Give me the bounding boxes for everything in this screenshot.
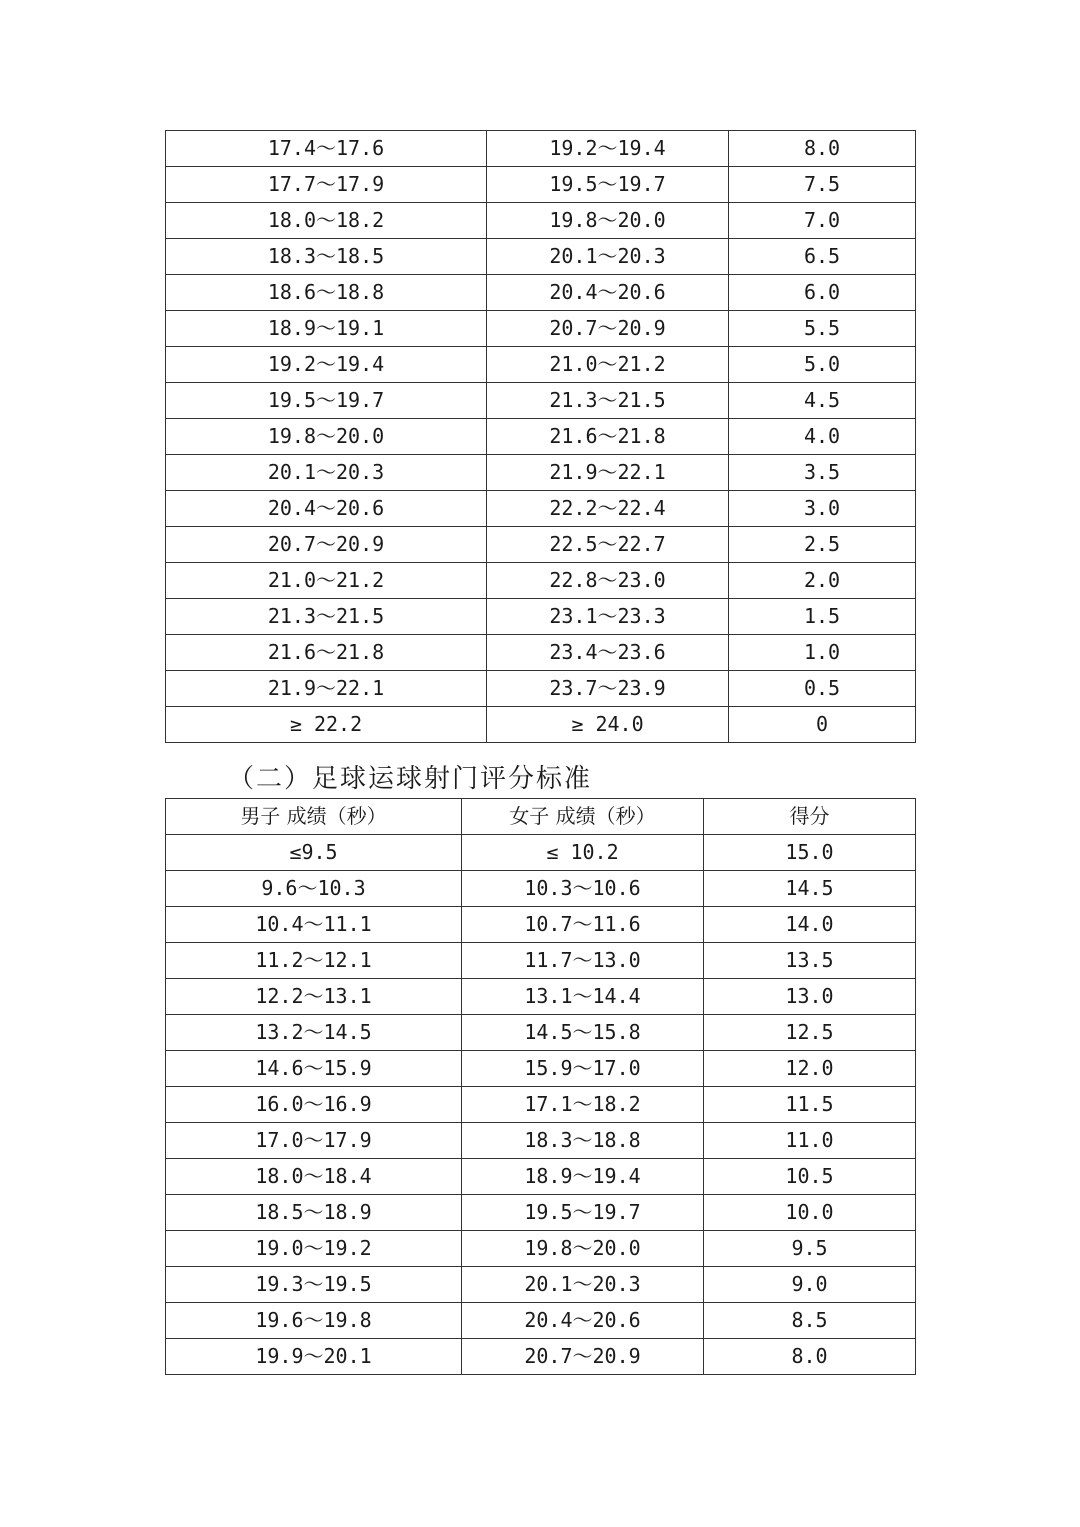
points-cell: 15.0: [704, 835, 916, 871]
male-time-cell: 18.9～19.1: [166, 311, 487, 347]
male-time-cell: 19.8～20.0: [166, 419, 487, 455]
points-cell: 0.5: [729, 671, 916, 707]
male-time-cell: 19.2～19.4: [166, 347, 487, 383]
female-time-cell: 22.8～23.0: [487, 563, 729, 599]
points-cell: 6.5: [729, 239, 916, 275]
male-time-cell: 17.0～17.9: [166, 1123, 462, 1159]
female-time-cell: 20.4～20.6: [487, 275, 729, 311]
section-title: （二）足球运球射门评分标准: [228, 764, 593, 794]
table-row: [166, 239, 916, 275]
table-row: [166, 419, 916, 455]
male-time-cell: 19.9～20.1: [166, 1339, 462, 1375]
male-time-cell: 17.7～17.9: [166, 167, 487, 203]
female-time-cell: 21.3～21.5: [487, 383, 729, 419]
male-time-cell: ≥ 22.2: [166, 707, 487, 743]
male-time-cell: 20.1～20.3: [166, 455, 487, 491]
female-time-cell: 10.3～10.6: [462, 871, 704, 907]
points-cell: 3.5: [729, 455, 916, 491]
male-time-cell: 19.3～19.5: [166, 1267, 462, 1303]
female-time-cell: 11.7～13.0: [462, 943, 704, 979]
female-time-cell: 20.1～20.3: [462, 1267, 704, 1303]
male-time-cell: 21.6～21.8: [166, 635, 487, 671]
female-time-cell: 18.9～19.4: [462, 1159, 704, 1195]
points-cell: 10.0: [704, 1195, 916, 1231]
table-row: [166, 491, 916, 527]
male-time-cell: 18.3～18.5: [166, 239, 487, 275]
female-time-cell: 19.8～20.0: [487, 203, 729, 239]
table-row: [166, 1267, 916, 1303]
table-row: [166, 347, 916, 383]
table-row: [166, 131, 916, 167]
table-row: [166, 527, 916, 563]
female-time-cell: ≥ 24.0: [487, 707, 729, 743]
female-time-cell: 15.9～17.0: [462, 1051, 704, 1087]
table-row: [166, 635, 916, 671]
female-time-cell: 19.8～20.0: [462, 1231, 704, 1267]
table-row: [166, 707, 916, 743]
male-time-cell: 11.2～12.1: [166, 943, 462, 979]
table-row: [166, 563, 916, 599]
points-cell: 13.0: [704, 979, 916, 1015]
male-time-cell: 21.9～22.1: [166, 671, 487, 707]
points-cell: 5.5: [729, 311, 916, 347]
points-cell: 0: [729, 707, 916, 743]
football-dribble-shoot-score-table: [165, 798, 916, 1375]
table-row: [166, 1087, 916, 1123]
points-cell: 9.5: [704, 1231, 916, 1267]
points-cell: 12.5: [704, 1015, 916, 1051]
male-time-cell: 20.7～20.9: [166, 527, 487, 563]
female-time-cell: 22.5～22.7: [487, 527, 729, 563]
header-points: 得分: [704, 799, 916, 835]
female-time-cell: 23.1～23.3: [487, 599, 729, 635]
female-time-cell: 23.4～23.6: [487, 635, 729, 671]
male-time-cell: 18.0～18.4: [166, 1159, 462, 1195]
male-time-cell: 18.5～18.9: [166, 1195, 462, 1231]
points-cell: 1.5: [729, 599, 916, 635]
table-row: [166, 835, 916, 871]
male-time-cell: 14.6～15.9: [166, 1051, 462, 1087]
header-female-score: 女子 成绩（秒）: [462, 799, 704, 835]
female-time-cell: 10.7～11.6: [462, 907, 704, 943]
points-cell: 5.0: [729, 347, 916, 383]
table-row: [166, 311, 916, 347]
male-time-cell: 12.2～13.1: [166, 979, 462, 1015]
points-cell: 8.5: [704, 1303, 916, 1339]
table-row: [166, 1123, 916, 1159]
points-cell: 10.5: [704, 1159, 916, 1195]
female-time-cell: 17.1～18.2: [462, 1087, 704, 1123]
male-time-cell: 18.0～18.2: [166, 203, 487, 239]
male-time-cell: 19.5～19.7: [166, 383, 487, 419]
points-cell: 6.0: [729, 275, 916, 311]
male-time-cell: 10.4～11.1: [166, 907, 462, 943]
female-time-cell: 22.2～22.4: [487, 491, 729, 527]
female-time-cell: 19.2～19.4: [487, 131, 729, 167]
table-row: [166, 455, 916, 491]
table-row: [166, 275, 916, 311]
male-time-cell: 20.4～20.6: [166, 491, 487, 527]
points-cell: 8.0: [704, 1339, 916, 1375]
points-cell: 3.0: [729, 491, 916, 527]
table-row: [166, 1303, 916, 1339]
male-time-cell: 19.6～19.8: [166, 1303, 462, 1339]
table-row: [166, 1195, 916, 1231]
points-cell: 2.0: [729, 563, 916, 599]
female-time-cell: 21.9～22.1: [487, 455, 729, 491]
table-row: [166, 907, 916, 943]
points-cell: 2.5: [729, 527, 916, 563]
points-cell: 9.0: [704, 1267, 916, 1303]
female-time-cell: 19.5～19.7: [487, 167, 729, 203]
table-row: [166, 1051, 916, 1087]
points-cell: 14.5: [704, 871, 916, 907]
score-table-continued: [165, 130, 916, 743]
points-cell: 7.5: [729, 167, 916, 203]
points-cell: 8.0: [729, 131, 916, 167]
points-cell: 1.0: [729, 635, 916, 671]
points-cell: 4.5: [729, 383, 916, 419]
female-time-cell: 19.5～19.7: [462, 1195, 704, 1231]
male-time-cell: 16.0～16.9: [166, 1087, 462, 1123]
male-time-cell: 18.6～18.8: [166, 275, 487, 311]
header-male-score: 男子 成绩（秒）: [166, 799, 462, 835]
female-time-cell: 21.6～21.8: [487, 419, 729, 455]
points-cell: 4.0: [729, 419, 916, 455]
points-cell: 11.5: [704, 1087, 916, 1123]
female-time-cell: ≤ 10.2: [462, 835, 704, 871]
female-time-cell: 21.0～21.2: [487, 347, 729, 383]
table-row: [166, 203, 916, 239]
points-cell: 11.0: [704, 1123, 916, 1159]
table-row: [166, 1339, 916, 1375]
male-time-cell: 21.3～21.5: [166, 599, 487, 635]
female-time-cell: 20.7～20.9: [487, 311, 729, 347]
male-time-cell: 19.0～19.2: [166, 1231, 462, 1267]
male-time-cell: 13.2～14.5: [166, 1015, 462, 1051]
points-cell: 12.0: [704, 1051, 916, 1087]
table-row: [166, 599, 916, 635]
female-time-cell: 14.5～15.8: [462, 1015, 704, 1051]
male-time-cell: ≤9.5: [166, 835, 462, 871]
table-row: [166, 1015, 916, 1051]
female-time-cell: 13.1～14.4: [462, 979, 704, 1015]
table-row: [166, 167, 916, 203]
female-time-cell: 23.7～23.9: [487, 671, 729, 707]
female-time-cell: 20.4～20.6: [462, 1303, 704, 1339]
table-row: [166, 1231, 916, 1267]
points-cell: 13.5: [704, 943, 916, 979]
female-time-cell: 20.1～20.3: [487, 239, 729, 275]
male-time-cell: 17.4～17.6: [166, 131, 487, 167]
table-header-row: [166, 799, 916, 835]
female-time-cell: 18.3～18.8: [462, 1123, 704, 1159]
table-row: [166, 979, 916, 1015]
points-cell: 7.0: [729, 203, 916, 239]
table-row: [166, 871, 916, 907]
male-time-cell: 9.6～10.3: [166, 871, 462, 907]
table-row: [166, 943, 916, 979]
female-time-cell: 20.7～20.9: [462, 1339, 704, 1375]
table-row: [166, 383, 916, 419]
points-cell: 14.0: [704, 907, 916, 943]
male-time-cell: 21.0～21.2: [166, 563, 487, 599]
table-row: [166, 671, 916, 707]
table-row: [166, 1159, 916, 1195]
